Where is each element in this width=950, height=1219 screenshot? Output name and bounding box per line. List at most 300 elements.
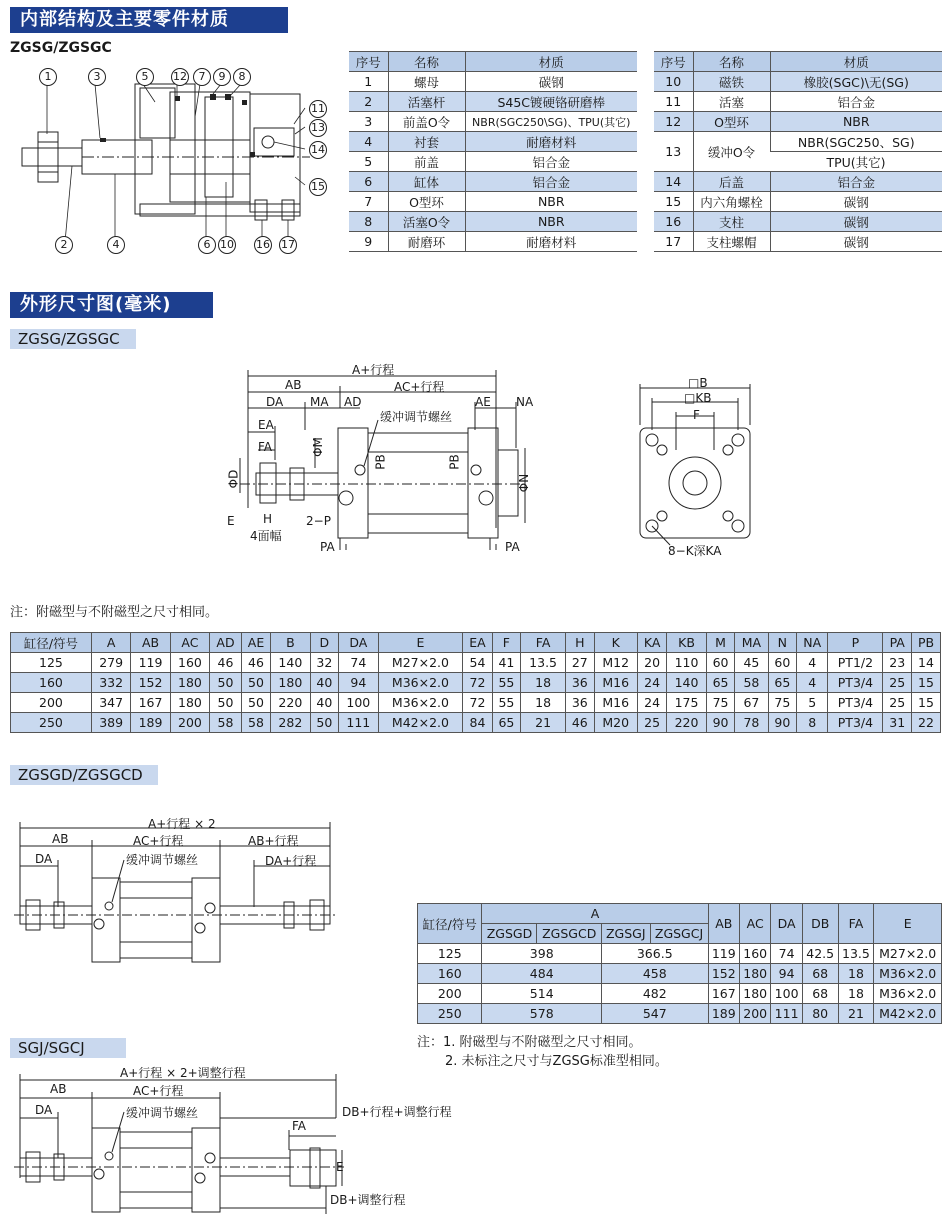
dim-label-na: NA xyxy=(516,395,534,409)
col-header-ac: AC xyxy=(739,904,770,944)
table-cell: 482 xyxy=(601,984,708,1004)
table-cell: 20 xyxy=(637,653,666,673)
table-cell: 250 xyxy=(11,713,92,733)
table-cell: M42×2.0 xyxy=(378,713,463,733)
table-cell: 8 xyxy=(797,713,828,733)
table-cell: 21 xyxy=(838,1004,874,1024)
table-cell: 282 xyxy=(271,713,310,733)
dim-label-k: 8−K深KA xyxy=(668,544,722,558)
table-cell: M36×2.0 xyxy=(874,984,942,1004)
dimension-table xyxy=(10,632,941,733)
dim-label-cushion: 缓冲调节螺丝 xyxy=(126,853,199,867)
dim-label-phi_d: ΦD xyxy=(226,469,241,489)
table-cell: PT3/4 xyxy=(828,713,883,733)
dim-label-b: □B xyxy=(688,376,708,390)
table-row xyxy=(654,232,942,252)
table-cell: 347 xyxy=(91,693,130,713)
table-cell: 31 xyxy=(883,713,912,733)
subtitle-sgj: SGJ/SGCJ xyxy=(10,1038,126,1058)
part-material: 碳钢 xyxy=(465,72,637,92)
col-header: FA xyxy=(521,633,566,653)
part-name: 后盖 xyxy=(693,172,770,192)
table-cell: 58 xyxy=(210,713,242,733)
table-cell: 458 xyxy=(601,964,708,984)
part-balloon: 6 xyxy=(198,236,216,254)
table-cell: PT1/2 xyxy=(828,653,883,673)
part-balloon: 9 xyxy=(213,68,231,86)
table-row xyxy=(349,92,637,112)
table-cell: 50 xyxy=(241,693,270,713)
dim-label-da: DA xyxy=(35,852,53,866)
table-row xyxy=(11,653,941,673)
dimensions-section-title: 外形尺寸图(毫米) xyxy=(10,292,213,318)
table-cell: 50 xyxy=(241,673,270,693)
table-cell: M16 xyxy=(594,693,637,713)
part-no: 4 xyxy=(349,132,388,152)
col-header-ab: AB xyxy=(708,904,739,944)
table-cell: 41 xyxy=(492,653,521,673)
part-name: 活塞O令 xyxy=(388,212,465,232)
col-header-material: 材质 xyxy=(770,52,942,72)
table-cell: 24 xyxy=(637,673,666,693)
table-cell: 18 xyxy=(838,984,874,1004)
table-cell: 42.5 xyxy=(802,944,838,964)
col-header: KA xyxy=(637,633,666,653)
table-cell: 125 xyxy=(418,944,482,964)
table-cell: 68 xyxy=(802,984,838,1004)
col-header: 缸径/符号 xyxy=(11,633,92,653)
dim-label-e: E xyxy=(336,1160,344,1174)
rear-cover-outline xyxy=(468,428,498,538)
table-row xyxy=(654,112,942,132)
part-no: 15 xyxy=(654,192,693,212)
part-name: 前盖O令 xyxy=(388,112,465,132)
part-material: NBR(SGC250、SG) xyxy=(770,132,942,152)
part-no: 13 xyxy=(654,132,693,172)
col-header: AB xyxy=(131,633,170,653)
part-balloon: 13 xyxy=(309,119,327,137)
parts-table-left xyxy=(349,51,637,252)
table-cell: 22 xyxy=(912,713,941,733)
dim-label-da: DA xyxy=(266,395,284,409)
part-material: 碳钢 xyxy=(770,192,942,212)
table-cell: 23 xyxy=(883,653,912,673)
table-cell: 78 xyxy=(735,713,768,733)
table-cell: 25 xyxy=(883,673,912,693)
structure-model-label: ZGSG/ZGSGC xyxy=(10,40,112,56)
table-cell: 13.5 xyxy=(838,944,874,964)
table-row xyxy=(418,1004,942,1024)
table-cell: 110 xyxy=(667,653,706,673)
table-cell: 67 xyxy=(735,693,768,713)
dim-label-e: E xyxy=(227,514,235,528)
table-row xyxy=(349,132,637,152)
dim-label-ac: AC+行程 xyxy=(133,834,184,848)
table-cell: 90 xyxy=(768,713,797,733)
table-row xyxy=(11,693,941,713)
table-cell: 220 xyxy=(667,713,706,733)
col-header: NA xyxy=(797,633,828,653)
col-header: DA xyxy=(339,633,378,653)
rod-nut-outline xyxy=(260,463,276,503)
part-no: 3 xyxy=(349,112,388,132)
table-cell: 160 xyxy=(739,944,770,964)
table-cell: 75 xyxy=(768,693,797,713)
table-cell: 250 xyxy=(418,1004,482,1024)
subtitle-zgsgd: ZGSGD/ZGSGCD xyxy=(10,765,158,785)
table-cell: 45 xyxy=(735,653,768,673)
dim-label-ab2: AB+行程 xyxy=(248,834,299,848)
part-balloon: 10 xyxy=(218,236,236,254)
part-balloon: 7 xyxy=(193,68,211,86)
table-cell: 46 xyxy=(241,653,270,673)
table-cell: 398 xyxy=(482,944,602,964)
table-cell: 50 xyxy=(210,673,242,693)
part-name: O型环 xyxy=(693,112,770,132)
piston xyxy=(205,97,233,197)
part-balloon: 16 xyxy=(254,236,272,254)
dim-label-da2: DA+行程 xyxy=(265,854,317,868)
part-name: 活塞 xyxy=(693,92,770,112)
table-cell: 75 xyxy=(706,693,735,713)
part-name: 支柱 xyxy=(693,212,770,232)
part-material: 耐磨材料 xyxy=(465,132,637,152)
table-row xyxy=(349,72,637,92)
table-cell: 50 xyxy=(310,713,339,733)
rod-nut xyxy=(38,132,58,182)
dim-label-phi_m: ΦM xyxy=(310,437,325,457)
dim-label-pa2: PA xyxy=(505,540,520,554)
col-header: AC xyxy=(170,633,209,653)
col-header-no: 序号 xyxy=(349,52,388,72)
table-cell: 58 xyxy=(241,713,270,733)
table-cell: 152 xyxy=(131,673,170,693)
table-row xyxy=(654,72,942,92)
part-name: 螺母 xyxy=(388,72,465,92)
dim-label-kb: □KB xyxy=(684,391,712,405)
part-no: 7 xyxy=(349,192,388,212)
table-cell: 72 xyxy=(463,693,492,713)
table-cell: 167 xyxy=(131,693,170,713)
table-row xyxy=(11,713,941,733)
structure-section-title: 内部结构及主要零件材质 xyxy=(10,7,288,33)
table-cell: M27×2.0 xyxy=(378,653,463,673)
table-cell: 180 xyxy=(271,673,310,693)
part-material: NBR xyxy=(465,192,637,212)
table-cell: 125 xyxy=(11,653,92,673)
table-cell: 74 xyxy=(771,944,802,964)
table-cell: PT3/4 xyxy=(828,673,883,693)
table-cell: 40 xyxy=(310,693,339,713)
part-balloon: 11 xyxy=(309,100,327,118)
col-header-zgsgd: ZGSGD xyxy=(482,924,537,944)
front-cover-outline xyxy=(338,428,368,538)
table-cell: 94 xyxy=(771,964,802,984)
rear-cover xyxy=(250,94,300,212)
table-cell: 36 xyxy=(566,693,595,713)
table-cell: 4 xyxy=(797,653,828,673)
part-name: 内六角螺栓 xyxy=(693,192,770,212)
col-header: AD xyxy=(210,633,242,653)
part-material: 碳钢 xyxy=(770,212,942,232)
col-header-bore: 缸径/符号 xyxy=(418,904,482,944)
table-row xyxy=(654,172,942,192)
table-cell: 111 xyxy=(771,1004,802,1024)
dim-label-db2: DB+调整行程 xyxy=(330,1193,406,1207)
table-cell: 15 xyxy=(912,693,941,713)
part-no: 9 xyxy=(349,232,388,252)
table-cell: 200 xyxy=(418,984,482,1004)
table-cell: 180 xyxy=(739,984,770,1004)
dim-label-cushion: 缓冲调节螺丝 xyxy=(126,1106,199,1120)
col-header: M xyxy=(706,633,735,653)
part-name: 缸体 xyxy=(388,172,465,192)
part-no: 2 xyxy=(349,92,388,112)
table-cell: M12 xyxy=(594,653,637,673)
table-row xyxy=(11,673,941,693)
table-cell: 24 xyxy=(637,693,666,713)
table-cell: 160 xyxy=(170,653,209,673)
barrel-outline xyxy=(368,433,468,533)
part-material: 铝合金 xyxy=(465,152,637,172)
col-header-zgsgcj: ZGSGCJ xyxy=(650,924,708,944)
note2-line2: 2. 未标注之尺寸与ZGSG标准型相同。 xyxy=(445,1054,668,1069)
zgsg-end-view-drawing xyxy=(630,380,760,560)
table-cell: 175 xyxy=(667,693,706,713)
part-material: 铝合金 xyxy=(770,92,942,112)
dim-label-fa: FA xyxy=(292,1119,307,1133)
part-no: 12 xyxy=(654,112,693,132)
dim-label-ma: MA xyxy=(310,395,329,409)
part-no: 1 xyxy=(349,72,388,92)
col-header-db: DB xyxy=(802,904,838,944)
part-no: 16 xyxy=(654,212,693,232)
end-cover-port xyxy=(669,457,721,509)
col-header-fa: FA xyxy=(838,904,874,944)
table-cell: 547 xyxy=(601,1004,708,1024)
table-cell: 189 xyxy=(131,713,170,733)
col-header: F xyxy=(492,633,521,653)
table-cell: 152 xyxy=(708,964,739,984)
dim-label-ac: AC+行程 xyxy=(133,1084,184,1098)
table-cell: 40 xyxy=(310,673,339,693)
table-cell: 389 xyxy=(91,713,130,733)
col-header-name: 名称 xyxy=(693,52,770,72)
dim-label-ab: AB xyxy=(285,378,302,392)
col-header-name: 名称 xyxy=(388,52,465,72)
table-row xyxy=(418,984,942,1004)
col-header-zgsgcd: ZGSGCD xyxy=(537,924,602,944)
table-cell: 180 xyxy=(739,964,770,984)
table-cell: 32 xyxy=(310,653,339,673)
part-name: O型环 xyxy=(388,192,465,212)
table-cell: 55 xyxy=(492,673,521,693)
table-cell: 111 xyxy=(339,713,378,733)
part-material: S45C镀硬铬研磨棒 xyxy=(465,92,637,112)
part-material: 耐磨材料 xyxy=(465,232,637,252)
dim-label-ac_stroke: AC+行程 xyxy=(394,380,445,394)
part-balloon: 17 xyxy=(279,236,297,254)
col-header: MA xyxy=(735,633,768,653)
table-cell: 25 xyxy=(883,693,912,713)
part-balloon: 14 xyxy=(309,141,327,159)
col-header-a-group: A xyxy=(482,904,708,924)
table-row xyxy=(349,232,637,252)
table-cell: 14 xyxy=(912,653,941,673)
part-material: 铝合金 xyxy=(770,172,942,192)
table-row xyxy=(349,192,637,212)
table-cell: 200 xyxy=(11,693,92,713)
piston-rod-end xyxy=(22,148,82,166)
table-cell: 5 xyxy=(797,693,828,713)
table-cell: 13.5 xyxy=(521,653,566,673)
dim-label-h: H xyxy=(263,512,273,526)
table-cell: 94 xyxy=(339,673,378,693)
col-header: EA xyxy=(463,633,492,653)
col-header: A xyxy=(91,633,130,653)
table-cell: M36×2.0 xyxy=(874,964,942,984)
table-row xyxy=(654,212,942,232)
table-row xyxy=(349,112,637,132)
table-cell: 18 xyxy=(521,673,566,693)
part-balloon: 12 xyxy=(171,68,189,86)
table-cell: M36×2.0 xyxy=(378,673,463,693)
part-material: NBR xyxy=(770,112,942,132)
table-cell: M42×2.0 xyxy=(874,1004,942,1024)
part-balloon: 15 xyxy=(309,178,327,196)
part-no: 14 xyxy=(654,172,693,192)
table-cell: 68 xyxy=(802,964,838,984)
dim-label-ae: AE xyxy=(475,395,491,409)
part-material: TPU(其它) xyxy=(770,152,942,172)
table-cell: 27 xyxy=(566,653,595,673)
part-no: 11 xyxy=(654,92,693,112)
part-name: 耐磨环 xyxy=(388,232,465,252)
part-name: 衬套 xyxy=(388,132,465,152)
dim-label-a2: A+行程 × 2 xyxy=(148,817,216,831)
table-cell: 200 xyxy=(739,1004,770,1024)
table-cell: 180 xyxy=(170,673,209,693)
col-header: AE xyxy=(241,633,270,653)
part-no: 17 xyxy=(654,232,693,252)
col-header: KB xyxy=(667,633,706,653)
part-material: NBR xyxy=(465,212,637,232)
part-name: 前盖 xyxy=(388,152,465,172)
table-cell: M16 xyxy=(594,673,637,693)
col-header-no: 序号 xyxy=(654,52,693,72)
table-cell: 65 xyxy=(492,713,521,733)
table-cell: 100 xyxy=(339,693,378,713)
table-cell: M20 xyxy=(594,713,637,733)
table-cell: 65 xyxy=(768,673,797,693)
part-material: 碳钢 xyxy=(770,232,942,252)
col-header-material: 材质 xyxy=(465,52,637,72)
part-material: NBR(SGC250\SG)、TPU(其它) xyxy=(465,112,637,132)
dim-label-ab: AB xyxy=(52,832,69,846)
table-cell: 160 xyxy=(11,673,92,693)
table-cell: 119 xyxy=(131,653,170,673)
table-cell: 578 xyxy=(482,1004,602,1024)
note2-line1: 注：1. 附磁型与不附磁型之尺寸相同。 xyxy=(417,1035,642,1050)
part-balloon: 8 xyxy=(233,68,251,86)
table-cell: 18 xyxy=(838,964,874,984)
table-cell: 60 xyxy=(768,653,797,673)
col-header: D xyxy=(310,633,339,653)
table-cell: 58 xyxy=(735,673,768,693)
table-cell: 46 xyxy=(566,713,595,733)
part-balloon: 1 xyxy=(39,68,57,86)
dim-label-pb1: PB xyxy=(373,454,388,470)
table-cell: 46 xyxy=(210,653,242,673)
table-cell: 140 xyxy=(271,653,310,673)
dim-label-da: DA xyxy=(35,1103,53,1117)
subtitle-zgsg: ZGSG/ZGSGC xyxy=(10,329,136,349)
col-header: E xyxy=(378,633,463,653)
dim-label-a: A+行程 × 2+调整行程 xyxy=(120,1066,246,1080)
table-cell: 167 xyxy=(708,984,739,1004)
part-balloon: 3 xyxy=(88,68,106,86)
table-cell: 72 xyxy=(463,673,492,693)
dim-label-pa1: PA xyxy=(320,540,335,554)
part-name: 缓冲O令 xyxy=(693,132,770,172)
col-header-da: DA xyxy=(771,904,802,944)
table-cell: 25 xyxy=(637,713,666,733)
col-header-e: E xyxy=(874,904,942,944)
dim-label-fa: FA xyxy=(258,440,273,454)
table-cell: 100 xyxy=(771,984,802,1004)
table-cell: 189 xyxy=(708,1004,739,1024)
part-no: 5 xyxy=(349,152,388,172)
dim-label-cushion: 缓冲调节螺丝 xyxy=(380,410,453,424)
table-cell: 140 xyxy=(667,673,706,693)
part-material: 铝合金 xyxy=(465,172,637,192)
part-name: 支柱螺帽 xyxy=(693,232,770,252)
front-cover xyxy=(135,84,195,214)
col-header-zgsgj: ZGSGJ xyxy=(601,924,650,944)
table-cell: 36 xyxy=(566,673,595,693)
parts-table-right xyxy=(654,51,942,252)
dim-label-two_p: 2−P xyxy=(306,514,331,528)
cylinder-cross-section-drawing xyxy=(10,62,335,262)
table-cell: 80 xyxy=(802,1004,838,1024)
part-name: 活塞杆 xyxy=(388,92,465,112)
table-cell: 74 xyxy=(339,653,378,673)
table-cell: 332 xyxy=(91,673,130,693)
col-header: K xyxy=(594,633,637,653)
table-row xyxy=(349,152,637,172)
table-row xyxy=(418,944,942,964)
table-cell: M27×2.0 xyxy=(874,944,942,964)
cylinder-barrel xyxy=(170,92,250,202)
table-row xyxy=(418,964,942,984)
table-cell: 160 xyxy=(418,964,482,984)
table-cell: 279 xyxy=(91,653,130,673)
col-header: B xyxy=(271,633,310,653)
table-cell: 90 xyxy=(706,713,735,733)
dim-label-f: F xyxy=(693,408,700,422)
col-header: N xyxy=(768,633,797,653)
dim-label-pb2: PB xyxy=(447,454,462,470)
table-row xyxy=(349,172,637,192)
table-row xyxy=(349,212,637,232)
col-header: H xyxy=(566,633,595,653)
table-cell: 50 xyxy=(210,693,242,713)
part-balloon: 2 xyxy=(55,236,73,254)
table-cell: 54 xyxy=(463,653,492,673)
part-balloon: 5 xyxy=(136,68,154,86)
double-rod-dimension-table xyxy=(417,903,942,1024)
table-cell: M36×2.0 xyxy=(378,693,463,713)
